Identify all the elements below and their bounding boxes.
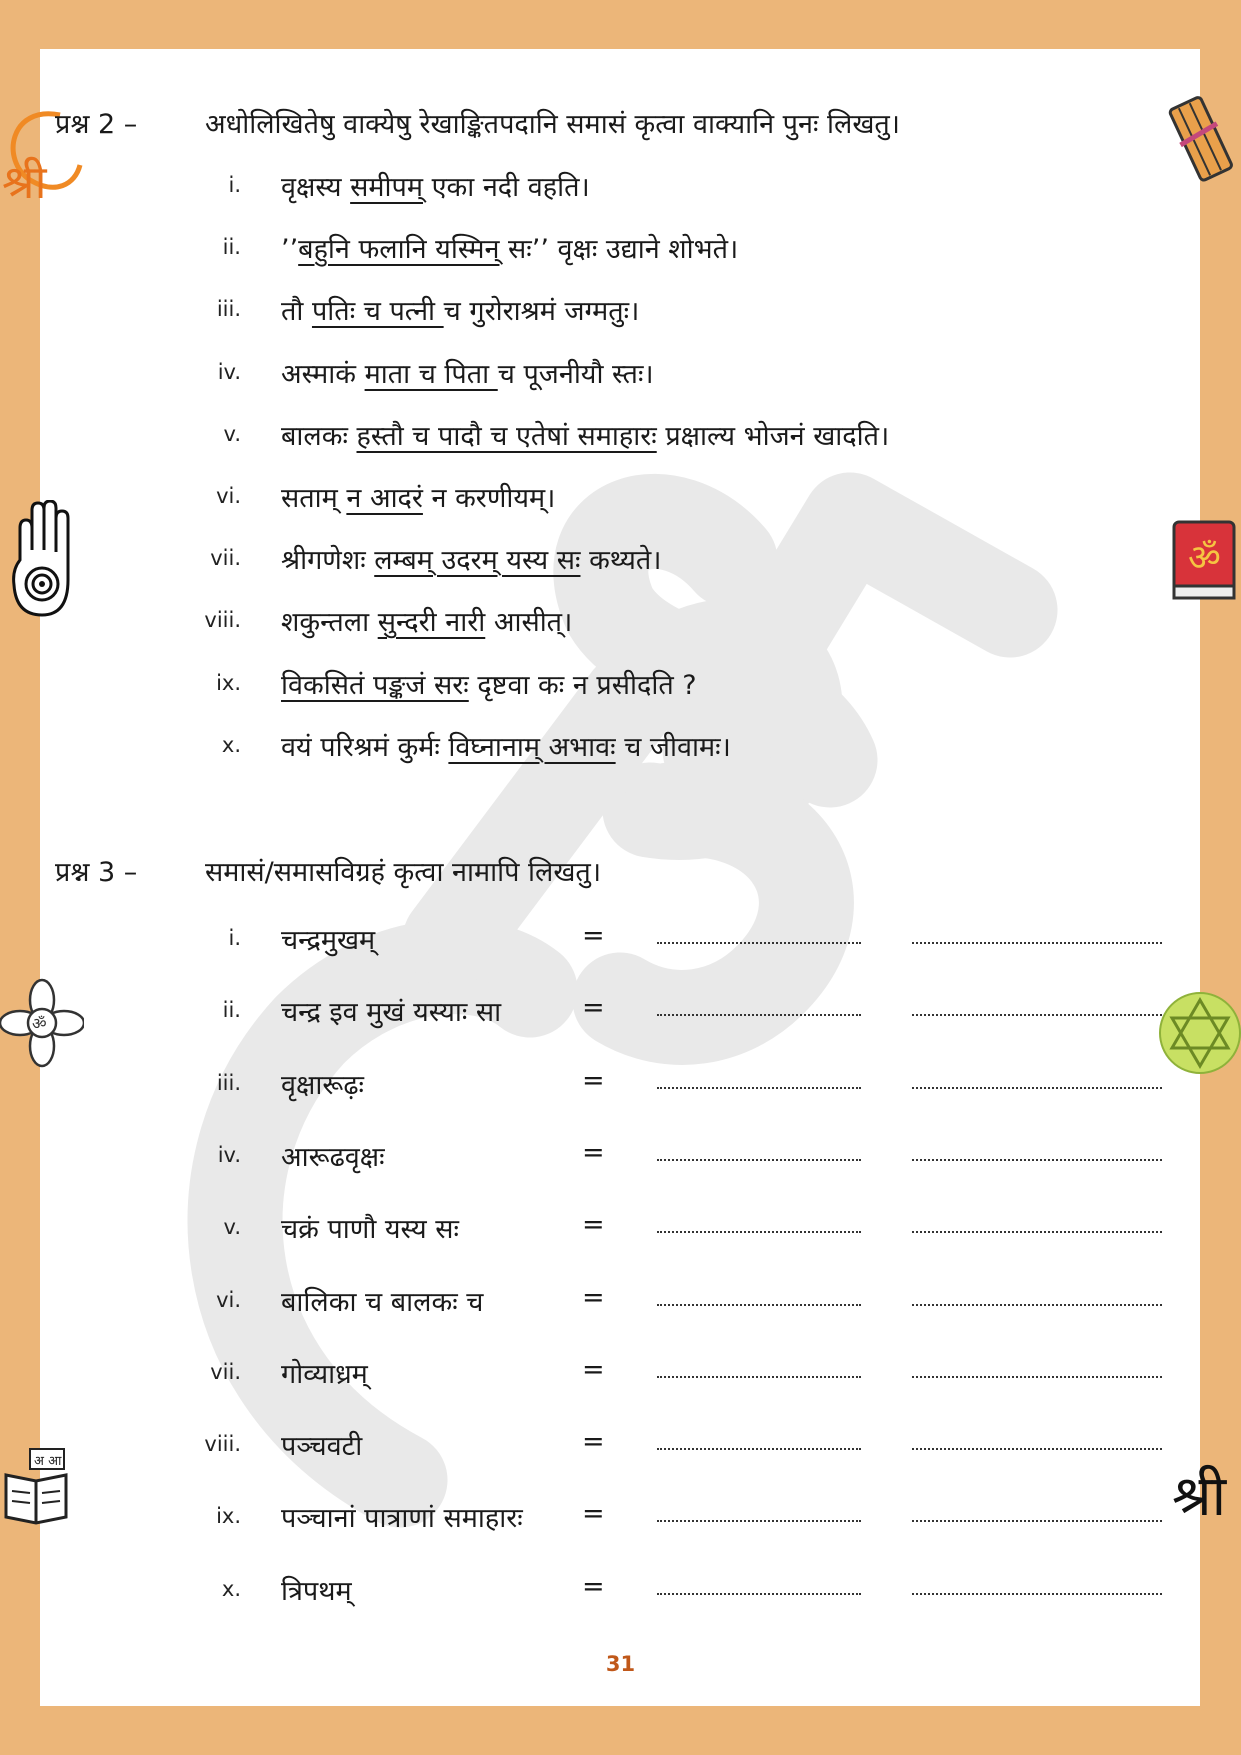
item-number: iv. (217, 1142, 241, 1167)
answer-blank-samas[interactable] (657, 942, 861, 944)
underlined-phrase: विघ्नानाम् अभावः (448, 731, 616, 763)
q2-item (0, 540, 1241, 580)
sentence (281, 540, 662, 577)
sentence-pre: वयं परिश्रमं कुर्मः (281, 731, 449, 763)
term: गोव्याध्रम् (281, 1358, 368, 1390)
item-number: x. (221, 732, 241, 757)
item-number: i. (228, 926, 241, 950)
equals-sign: = (582, 1426, 605, 1458)
q3-item (0, 1065, 1241, 1105)
answer-blank-samas[interactable] (657, 1304, 861, 1306)
underlined-phrase: समीपम् (350, 172, 423, 203)
equals-sign: = (582, 1281, 605, 1313)
sentence (281, 665, 697, 702)
q2-item (0, 665, 1241, 705)
q3-item (0, 1571, 1241, 1611)
term: चन्द्र इव मुखं यस्याः सा (281, 997, 502, 1029)
term: पञ्चवटी (281, 1431, 363, 1463)
q2-item (0, 602, 1241, 642)
equals-sign: = (582, 1209, 605, 1241)
sentence-post: कथ्यते। (580, 545, 662, 577)
term: वृक्षारूढ़ः (281, 1069, 364, 1101)
term: चक्रं पाणौ यस्य सः (281, 1214, 460, 1246)
item-number: iv. (217, 359, 241, 384)
q3-item (0, 1498, 1241, 1538)
q2-item (0, 727, 1241, 767)
term: बालिका च बालकः च (281, 1286, 484, 1318)
sentence-pre: वृक्षस्य (281, 172, 351, 203)
item-number: vii. (210, 546, 241, 571)
q3-item (0, 1354, 1241, 1394)
sentence-post: च जीवामः। (615, 731, 731, 763)
q2-item (0, 416, 1241, 456)
item-number: viii. (204, 608, 241, 633)
q2-item (0, 354, 1241, 394)
sentence (281, 167, 590, 204)
q3-item (0, 992, 1241, 1032)
term: चन्द्रमुखम् (281, 925, 376, 956)
answer-blank-samas[interactable] (657, 1159, 861, 1161)
item-number: ix. (216, 1504, 241, 1529)
equals-sign: = (582, 1570, 605, 1602)
sentence-post: च गुरोराश्रमं जग्मतुः। (443, 296, 640, 328)
answer-blank-name[interactable] (912, 1593, 1162, 1595)
question-2-heading (55, 104, 900, 141)
term: पञ्चानां पात्राणां समाहारः (281, 1503, 523, 1535)
equals-sign: = (582, 992, 605, 1024)
term: आरूढवृक्षः (281, 1141, 385, 1173)
item-number: iii. (216, 297, 241, 322)
q3-item (0, 1282, 1241, 1322)
question-3-label: प्रश्न 3 – (55, 857, 138, 888)
q3-item (0, 1209, 1241, 1249)
item-number: viii. (204, 1432, 241, 1457)
question-3-instruction: समासं/समासविग्रहं कृत्वा नामापि लिखतु। (205, 857, 602, 888)
underlined-phrase: पतिः च पत्नी (311, 296, 444, 328)
answer-blank-name[interactable] (912, 1014, 1162, 1016)
sentence-pre: सताम् (281, 483, 347, 514)
svg-text:श्री: श्री (1172, 1464, 1227, 1529)
term: त्रिपथम् (281, 1575, 352, 1607)
sentence-post: च पूजनीयौ स्तः। (497, 358, 654, 390)
underlined-phrase: लम्बम् उदरम् यस्य सः (374, 545, 581, 577)
sentence (281, 229, 738, 266)
sentence-pre: अस्माकं (281, 358, 365, 390)
sentence-post: एका नदी वहति। (423, 172, 590, 203)
answer-blank-name[interactable] (912, 1231, 1162, 1233)
item-number: v. (223, 1215, 241, 1240)
q2-item (0, 478, 1241, 518)
equals-sign: = (582, 1498, 605, 1530)
svg-text:ॐ: ॐ (1188, 538, 1221, 579)
q3-item (0, 1137, 1241, 1177)
item-number: ii. (222, 235, 241, 260)
item-number: i. (228, 173, 241, 197)
answer-blank-samas[interactable] (657, 1448, 861, 1450)
item-number: x. (221, 1576, 241, 1601)
sentence (281, 416, 889, 453)
sentence (281, 727, 731, 764)
page-number: 31 (605, 1652, 636, 1676)
answer-blank-name[interactable] (912, 1376, 1162, 1378)
question-3-heading (55, 852, 601, 889)
underlined-phrase: हस्तौ च पादौ च एतेषां समाहार (356, 420, 657, 452)
answer-blank-samas[interactable] (657, 1593, 861, 1595)
sentence (281, 291, 639, 328)
q3-item (0, 1426, 1241, 1466)
q2-item (0, 167, 1241, 207)
item-number: vi. (216, 484, 241, 508)
item-number: v. (223, 421, 241, 446)
answer-blank-samas[interactable] (657, 1087, 861, 1089)
sentence-post: आसीत्। (485, 607, 573, 639)
answer-blank-name[interactable] (912, 1448, 1162, 1450)
item-number: ii. (222, 998, 241, 1023)
question-2-label: प्रश्न 2 – (55, 109, 138, 140)
answer-blank-name[interactable] (912, 1087, 1162, 1089)
item-number: ix. (216, 670, 241, 695)
item-number: vii. (210, 1359, 241, 1384)
sentence-pre: ’’ (281, 234, 299, 266)
sentence-post: सः’’ वृक्षः उद्याने शोभते। (499, 234, 739, 266)
answer-blank-samas[interactable] (657, 1014, 861, 1016)
answer-blank-samas[interactable] (657, 1376, 861, 1378)
sentence-post: दृष्टवा कः न प्रसीदति ? (468, 669, 697, 701)
answer-blank-name[interactable] (912, 942, 1162, 944)
svg-text:ॐ: ॐ (32, 1014, 47, 1033)
underlined-phrase: सुन्दरी नारी (377, 607, 486, 639)
equals-sign: = (582, 1353, 605, 1385)
equals-sign: = (582, 1064, 605, 1096)
sentence-pre: बालकः (281, 420, 357, 452)
sentence-pre: तौ (281, 296, 312, 328)
q3-item (0, 920, 1241, 960)
sentence-post: न करणीयम्। (422, 483, 556, 514)
svg-text:श्री: श्री (2, 155, 47, 209)
answer-blank-samas[interactable] (657, 1520, 861, 1522)
sentence (281, 478, 555, 515)
sentence-pre: शकुन्तला (281, 607, 378, 639)
answer-blank-name[interactable] (912, 1304, 1162, 1306)
equals-sign: = (582, 920, 605, 951)
answer-blank-name[interactable] (912, 1520, 1162, 1522)
q2-item (0, 229, 1241, 269)
q2-item (0, 291, 1241, 331)
question-2-instruction: अधोलिखितेषु वाक्येषु रेखाङ्कितपदानि समासं कृत्वा वाक्यानि पुनः लिखतु। (205, 109, 901, 140)
underlined-phrase: माता च पिता (364, 358, 498, 390)
equals-sign: = (582, 1136, 605, 1168)
sentence (281, 602, 572, 639)
svg-text:अ आ: अ आ (34, 1454, 62, 1469)
sentence-post: ः प्रक्षाल्य भोजनं खादति। (656, 420, 890, 452)
underlined-phrase: बहुनि फलानि यस्मिन् (298, 234, 500, 266)
answer-blank-name[interactable] (912, 1159, 1162, 1161)
underlined-phrase: विकसितं पङ्कजं सरः (281, 669, 469, 701)
item-number: iii. (216, 1070, 241, 1095)
item-number: vi. (216, 1287, 241, 1312)
sentence-pre: श्रीगणेशः (281, 545, 375, 577)
underlined-phrase: न आदरं (346, 483, 423, 514)
answer-blank-samas[interactable] (657, 1231, 861, 1233)
sentence (281, 354, 654, 391)
